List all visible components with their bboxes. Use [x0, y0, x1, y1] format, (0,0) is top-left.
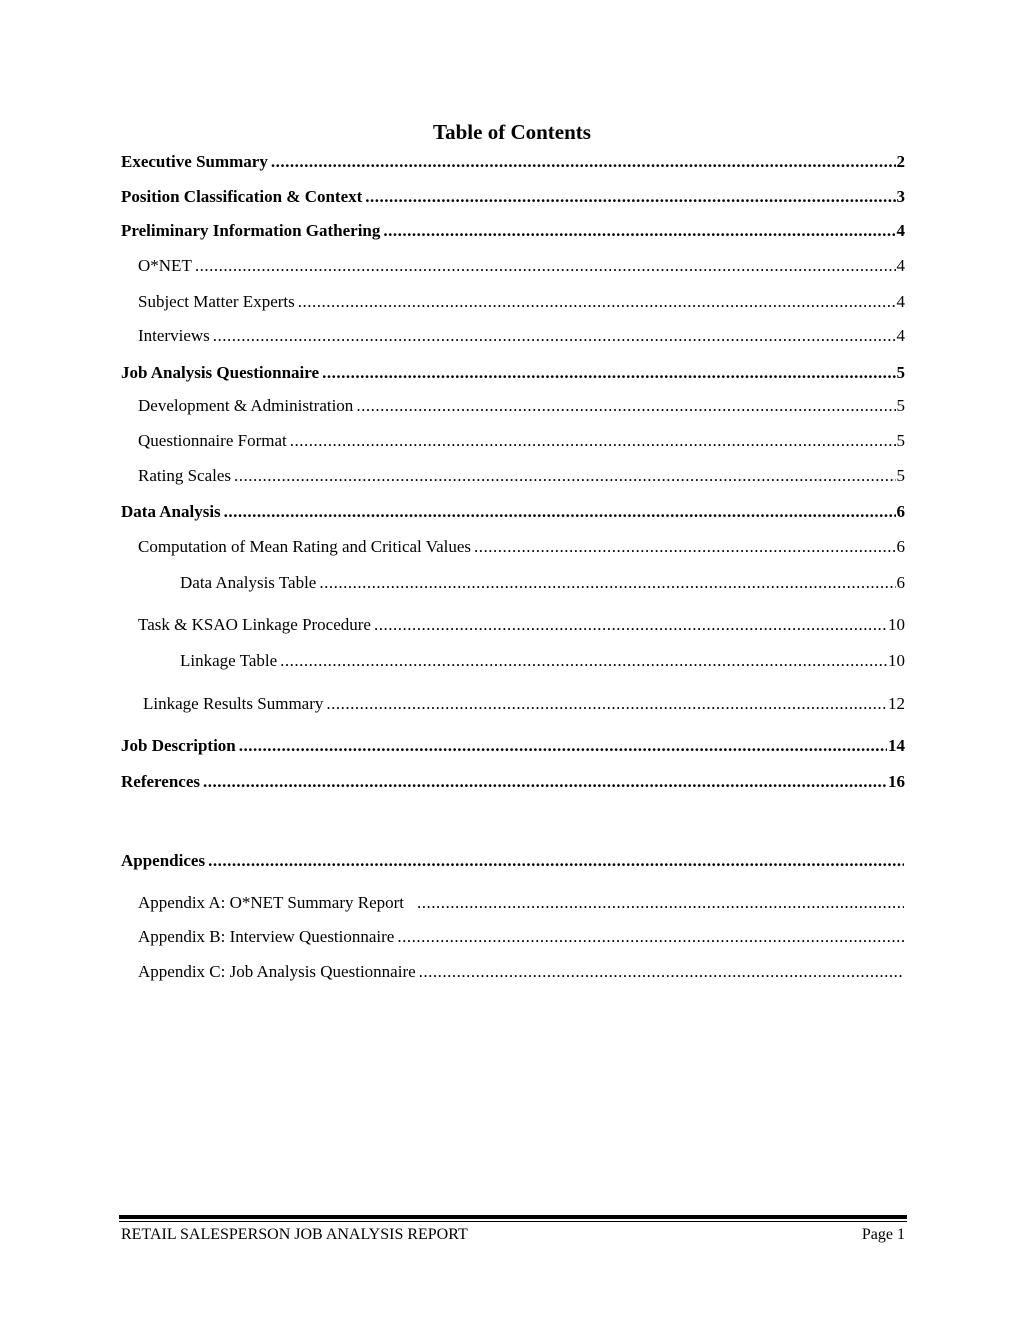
- toc-entry-interviews[interactable]: [138, 324, 905, 348]
- toc-entry-label: Job Description: [121, 736, 236, 755]
- toc-entry-questionnaire-format[interactable]: [138, 429, 905, 453]
- toc-entry-page: 5: [896, 466, 905, 485]
- toc-entry-label: Position Classification & Context: [121, 187, 363, 206]
- toc-leader-dots: [234, 464, 895, 488]
- toc-leader-dots: [474, 535, 895, 559]
- toc-entry-label: Task & KSAO Linkage Procedure: [138, 615, 371, 634]
- toc-entry-label: Rating Scales: [138, 466, 232, 485]
- toc-entry-preliminary-information[interactable]: [121, 219, 905, 243]
- toc-leader-dots: [319, 571, 895, 595]
- toc-entry-appendix-a[interactable]: [138, 891, 905, 915]
- toc-entry-task-ksao-linkage[interactable]: [138, 613, 905, 637]
- toc-entry-references[interactable]: [121, 770, 905, 794]
- footer-report-title: RETAIL SALESPERSON JOB ANALYSIS REPORT: [121, 1226, 468, 1243]
- toc-leader-dots: [397, 925, 904, 949]
- toc-entry-job-analysis-questionnaire[interactable]: [121, 361, 905, 385]
- toc-entry-label: Executive Summary: [121, 152, 268, 171]
- toc-entry-linkage-table[interactable]: [180, 649, 905, 673]
- toc-entry-label: Appendix C: Job Analysis Questionnaire: [138, 962, 416, 981]
- toc-entry-appendix-c[interactable]: [138, 960, 905, 984]
- toc-entry-page: 4: [896, 326, 905, 345]
- toc-entry-page: 4: [896, 256, 905, 275]
- toc-entry-label: Appendix A: O*NET Summary Report: [138, 893, 404, 912]
- toc-entry-page: 6: [896, 573, 905, 592]
- toc-entry-computation-mean-rating[interactable]: [138, 535, 905, 559]
- toc-entry-page: 6: [896, 537, 905, 556]
- toc-leader-dots: [383, 219, 895, 243]
- toc-entry-onet[interactable]: [138, 254, 905, 278]
- toc-entry-page: 5: [896, 396, 905, 415]
- toc-entry-page: 2: [896, 152, 905, 171]
- toc-leader-dots: [298, 290, 896, 314]
- toc-leader-dots: [326, 692, 887, 716]
- toc-leader-dots: [322, 361, 895, 385]
- toc-entry-page: 10: [888, 651, 905, 670]
- toc-entry-executive-summary[interactable]: [121, 150, 905, 174]
- toc-entry-page: 5: [896, 431, 905, 450]
- toc-entry-linkage-results-summary[interactable]: [143, 692, 905, 716]
- toc-title: Table of Contents: [433, 120, 591, 144]
- toc-entry-page: 16: [888, 772, 905, 791]
- toc-entry-label: Data Analysis: [121, 502, 221, 521]
- toc-entry-page: 3: [896, 187, 905, 206]
- toc-leader-dots: [419, 960, 904, 984]
- toc-entry-label: Subject Matter Experts: [138, 292, 295, 311]
- toc-leader-dots: [280, 649, 887, 673]
- toc-leader-dots: [290, 429, 896, 453]
- toc-leader-dots: [365, 185, 895, 209]
- toc-leader-dots: [213, 324, 896, 348]
- footer-page-number: Page 1: [861, 1226, 905, 1243]
- toc-entry-label: Linkage Results Summary: [143, 694, 324, 713]
- toc-entry-development-administration[interactable]: [138, 394, 905, 418]
- toc-entry-label: References: [121, 772, 200, 791]
- toc-leader-dots: [224, 500, 896, 524]
- toc-entry-label: Appendix B: Interview Questionnaire: [138, 927, 395, 946]
- toc-leader-dots: [203, 770, 887, 794]
- toc-entry-label: Appendices: [121, 851, 206, 870]
- toc-leader-dots: [208, 849, 904, 873]
- toc-entry-label: Questionnaire Format: [138, 431, 287, 450]
- toc-entry-page: 4: [896, 221, 905, 240]
- toc-entry-page: 10: [888, 615, 905, 634]
- toc-entry-appendix-b[interactable]: [138, 925, 905, 949]
- toc-entry-label: Data Analysis Table: [180, 573, 317, 592]
- toc-entry-appendices[interactable]: [121, 849, 905, 873]
- toc-entry-data-analysis-table[interactable]: [180, 571, 905, 595]
- toc-leader-dots: [239, 734, 887, 758]
- toc-entry-label: Interviews: [138, 326, 210, 345]
- toc-entry-page: 5: [896, 363, 905, 382]
- toc-entry-page: 12: [888, 694, 905, 713]
- toc-leader-dots: [195, 254, 896, 278]
- toc-entry-label: Development & Administration: [138, 396, 354, 415]
- toc-leader-dots: [271, 150, 896, 174]
- toc-entry-subject-matter-experts[interactable]: [138, 290, 905, 314]
- toc-entry-label: Linkage Table: [180, 651, 278, 670]
- toc-entry-page: 14: [888, 736, 905, 755]
- toc-entry-label: Job Analysis Questionnaire: [121, 363, 320, 382]
- toc-entry-rating-scales[interactable]: [138, 464, 905, 488]
- toc-entry-data-analysis[interactable]: [121, 500, 905, 524]
- toc-leader-dots: [374, 613, 887, 637]
- toc-entry-page: 4: [896, 292, 905, 311]
- toc-entry-label: Computation of Mean Rating and Critical Values: [138, 537, 472, 556]
- footer-divider-thin: [119, 1221, 907, 1222]
- toc-entry-page: 6: [896, 502, 905, 521]
- toc-entry-job-description[interactable]: [121, 734, 905, 758]
- toc-entry-label: O*NET: [138, 256, 192, 275]
- toc-entry-label: Preliminary Information Gathering: [121, 221, 381, 240]
- toc-leader-dots: [356, 394, 895, 418]
- toc-leader-dots: [407, 891, 904, 915]
- footer-divider-thick: [119, 1215, 907, 1219]
- toc-entry-position-classification[interactable]: [121, 185, 905, 209]
